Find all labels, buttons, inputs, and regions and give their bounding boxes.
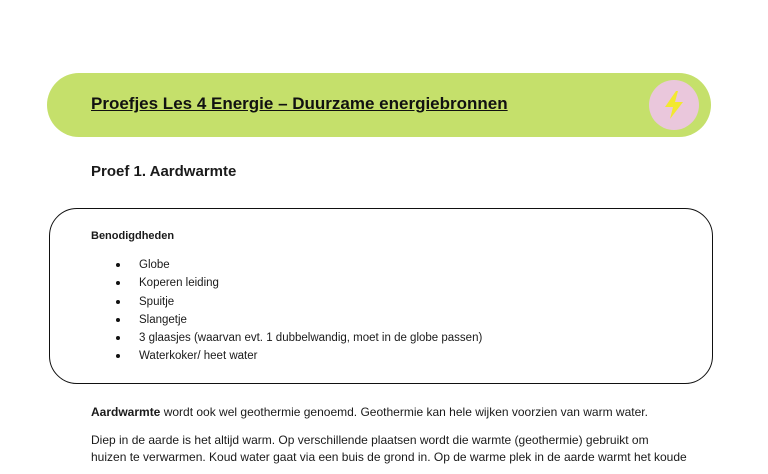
page-title: Proefjes Les 4 Energie – Duurzame energiebronnen — [91, 94, 508, 113]
explanation-line-2: huizen te verwarmen. Koud water gaat via een buis de grond in. Op de warme plek in de aarde warmt het koude — [91, 450, 687, 464]
keyword-aardwarmte: Aardwarmte — [91, 405, 161, 419]
intro-paragraph — [91, 404, 648, 421]
supply-item: Spuitje — [116, 293, 482, 311]
supply-item: 3 glaasjes (waarvan evt. 1 dubbelwandig, moet in de globe passen) — [116, 329, 482, 347]
supply-item: Koperen leiding — [116, 274, 482, 292]
explanation-line-1: Diep in de aarde is het altijd warm. Op verschillende plaatsen wordt die warmte (geothermie) gebruikt om — [91, 433, 649, 447]
supply-item: Waterkoker/ heet water — [116, 347, 482, 365]
supply-item: Globe — [116, 256, 482, 274]
title-banner — [47, 73, 711, 137]
intro-text: wordt ook wel geothermie genoemd. Geothermie kan hele wijken voorzien van warm water. — [160, 405, 648, 419]
lightning-bolt-icon — [662, 90, 686, 120]
supplies-list — [116, 256, 482, 366]
energy-badge — [649, 80, 699, 130]
section-title: Proef 1. Aardwarmte — [91, 163, 237, 180]
explanation-paragraph — [91, 432, 687, 466]
supplies-heading: Benodigdheden — [91, 230, 175, 242]
supplies-box — [49, 208, 713, 384]
supply-item: Slangetje — [116, 311, 482, 329]
